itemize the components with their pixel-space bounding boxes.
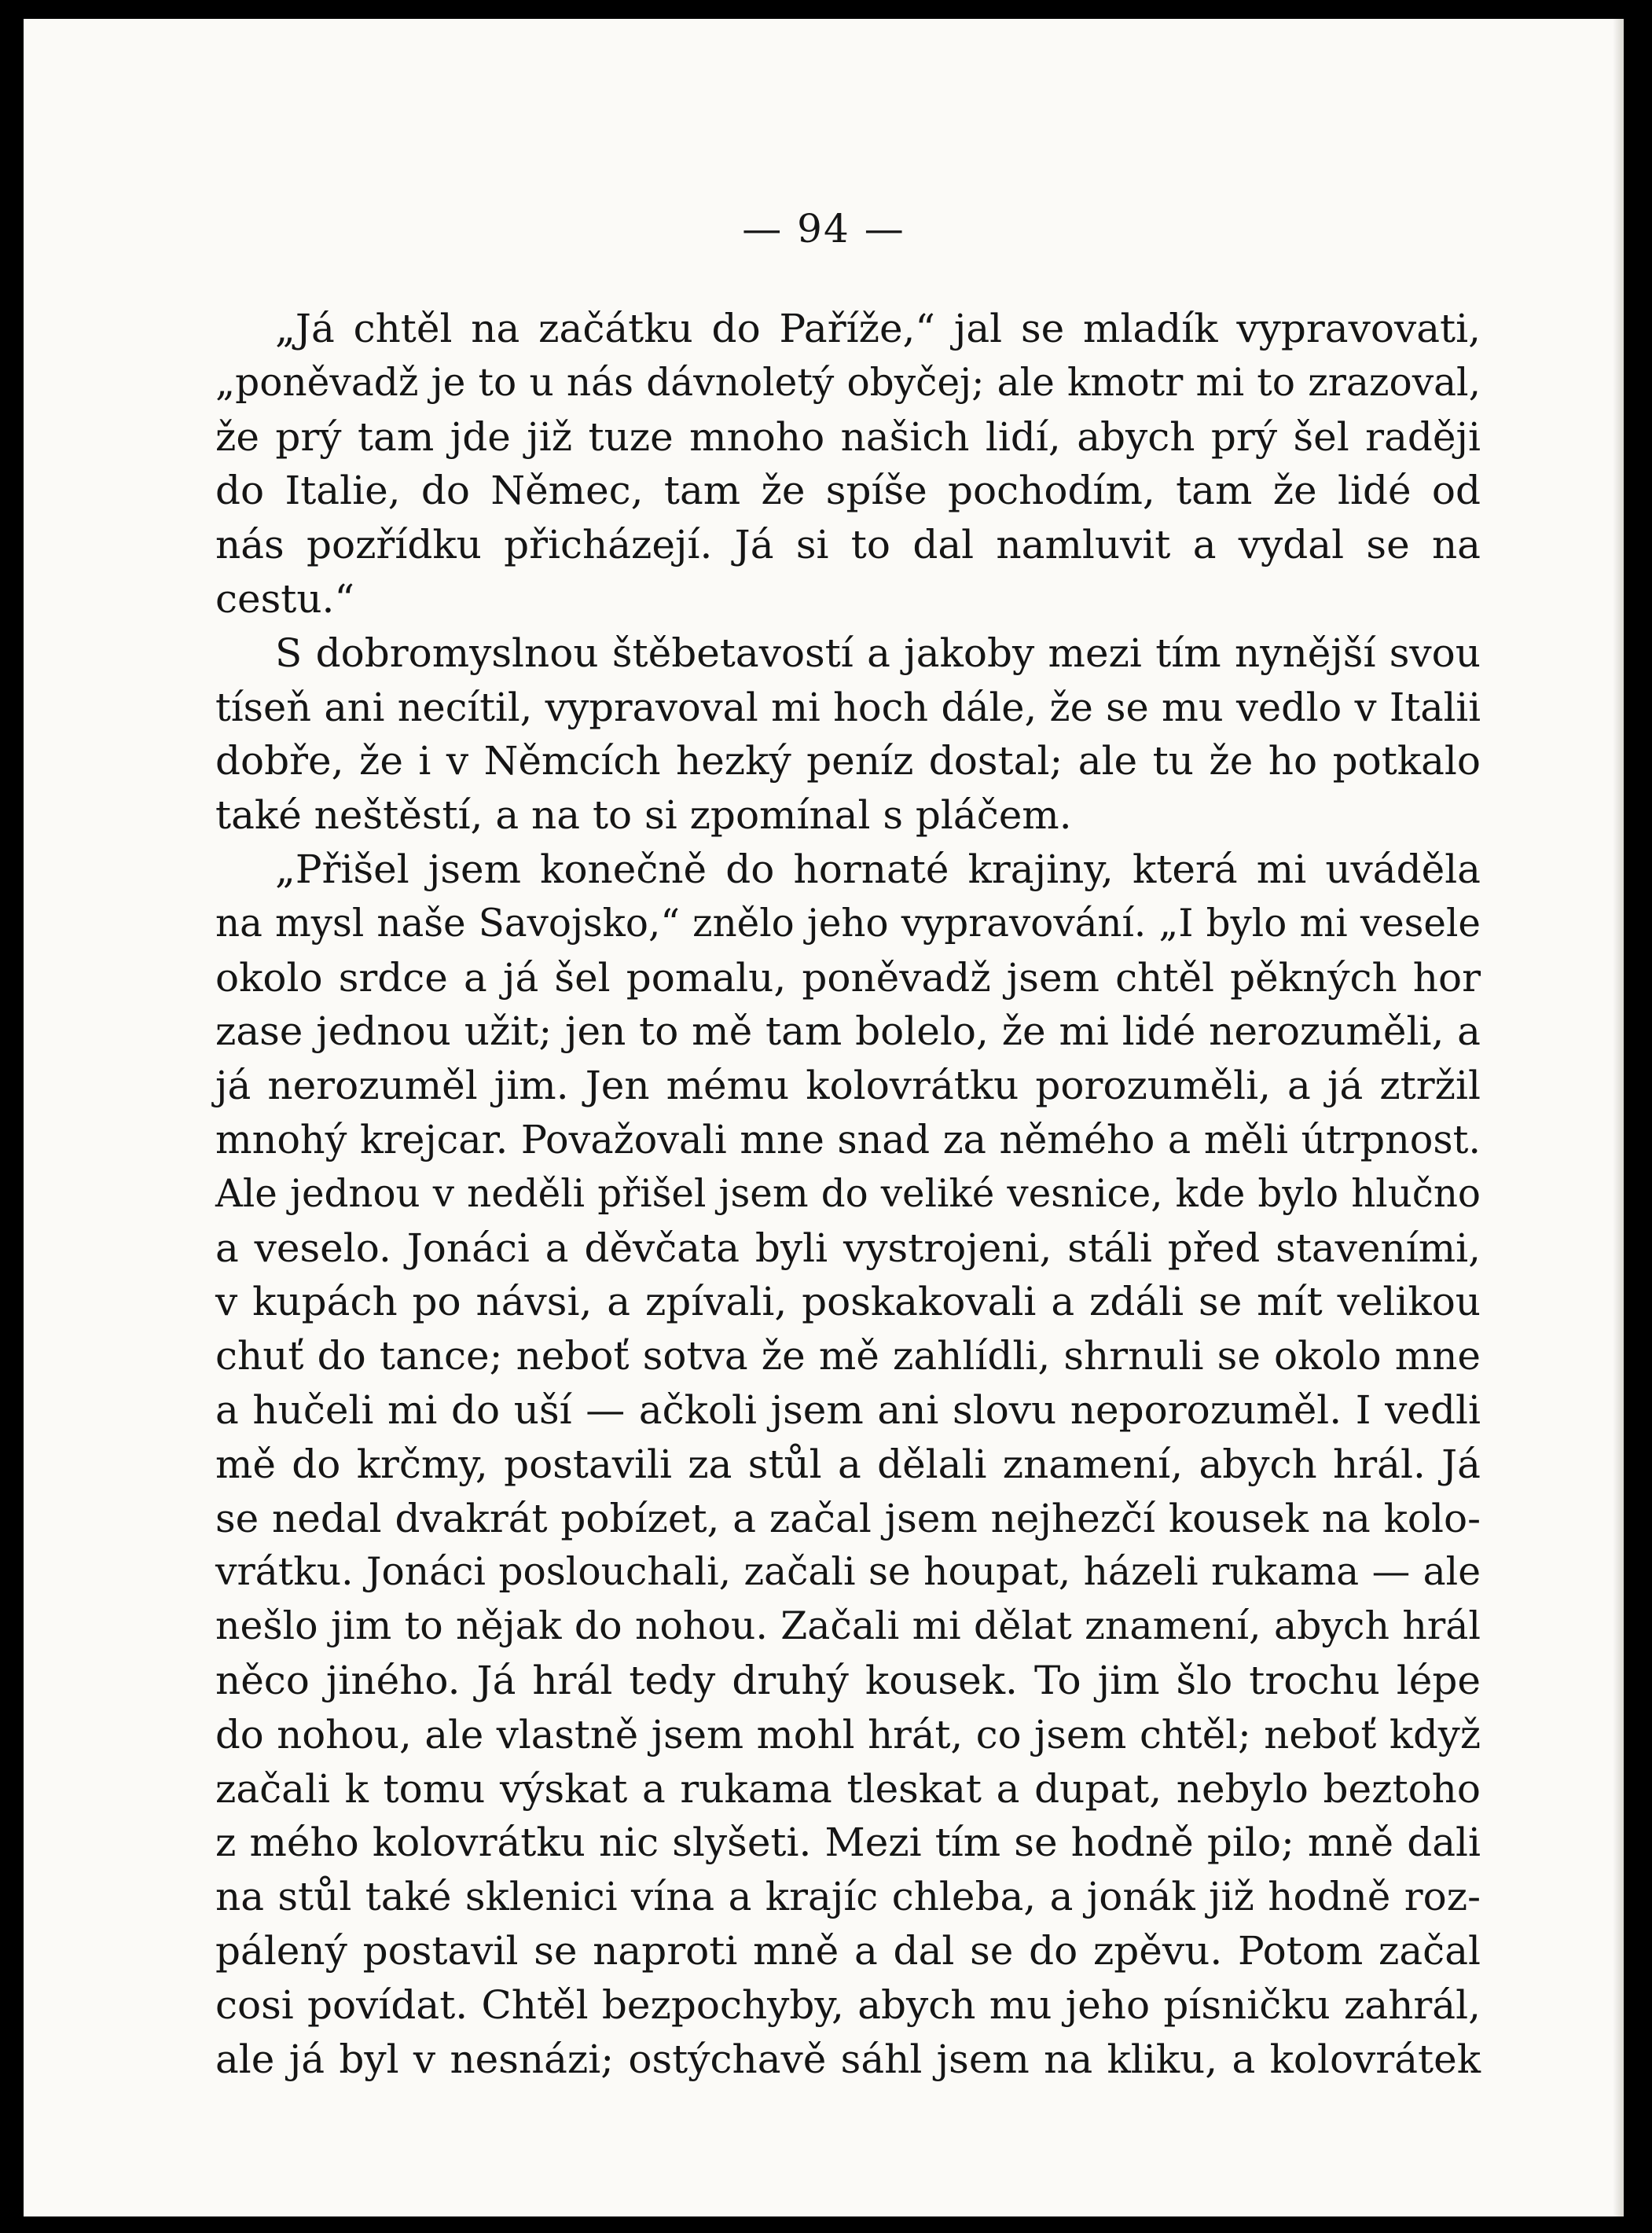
text-line: nás pozřídku přicházejí. Já si to dal namluvit a vydal se na — [215, 522, 1481, 568]
text-line: v kupách po návsi, a zpívali, poskakovali a zdáli se mít velikou — [215, 1279, 1481, 1325]
text-line: do nohou, ale vlastně jsem mohl hrát, co jsem chtěl; neboť když — [215, 1711, 1481, 1757]
page-edge-shadow — [1613, 19, 1624, 2216]
text-line: chuť do tance; neboť sotva že mě zahlídli, shrnuli se okolo mne — [215, 1333, 1481, 1379]
text-line: tíseň ani necítil, vypravoval mi hoch dále, že se mu vedlo v Italii — [215, 684, 1481, 730]
text-line: cosi povídat. Chtěl bezpochyby, abych mu jeho písničku zahrál, — [215, 1981, 1481, 2028]
text-line: z mého kolovrátku nic slyšeti. Mezi tím se hodně pilo; mně dali — [215, 1820, 1481, 1866]
text-line: „Přišel jsem konečně do hornaté krajiny, která mi uváděla — [275, 846, 1481, 892]
book-page — [24, 19, 1624, 2216]
text-line: cestu.“ — [215, 575, 355, 622]
text-line: také neštěstí, a na to si zpomínal s pláčem. — [215, 792, 1072, 839]
text-line: zase jednou užit; jen to mě tam bolelo, že mi lidé nerozuměli, a — [215, 1008, 1481, 1055]
page-number: — 94 — — [742, 206, 905, 252]
text-line: „Já chtěl na začátku do Paříže,“ jal se mladík vypravovati, — [275, 306, 1481, 351]
text-line: a hučeli mi do uší — ačkoli jsem ani slovu neporozuměl. I vedli — [215, 1386, 1481, 1433]
text-line: S dobromyslnou štěbetavostí a jakoby mezi tím nynější svou — [275, 630, 1481, 676]
text-line: já nerozuměl jim. Jen mému kolovrátku porozuměli, a já ztržil — [215, 1063, 1481, 1109]
text-line: že prý tam jde již tuze mnoho našich lidí, abych prý šel raději — [215, 413, 1481, 460]
text-line: na stůl také sklenici vína a krajíc chleba, a jonák již hodně roz- — [215, 1874, 1481, 1920]
text-line: začali k tomu výskat a rukama tleskat a dupat, nebylo beztoho — [215, 1765, 1481, 1812]
text-line: „poněvadž je to u nás dávnoletý obyčej; ale kmotr mi to zrazoval, — [215, 360, 1481, 405]
text-line: mnohý krejcar. Považovali mne snad za němého a měli útrpnost. — [215, 1116, 1481, 1162]
text-line: nešlo jim to nějak do nohou. Začali mi dělat znamení, abych hrál — [215, 1603, 1481, 1649]
text-line: a veselo. Jonáci a děvčata byli vystrojeni, stáli před staveními, — [215, 1225, 1481, 1271]
text-line: ale já byl v nesnázi; ostýchavě sáhl jsem na kliku, a kolovrátek — [215, 2036, 1481, 2082]
text-line: pálený postavil se naproti mně a dal se do zpěvu. Potom začal — [215, 1927, 1481, 1974]
text-line: vrátku. Jonáci poslouchali, začali se houpat, házeli rukama — ale — [215, 1550, 1481, 1595]
text-line: do Italie, do Němec, tam že spíše pochodím, tam že lidé od — [215, 468, 1481, 514]
text-line: Ale jednou v neděli přišel jsem do veliké vesnice, kde bylo hlučno — [215, 1171, 1481, 1216]
text-line: na mysl naše Savojsko,“ znělo jeho vypravování. „I bylo mi vesele — [215, 901, 1481, 946]
text-line: mě do krčmy, postavili za stůl a dělali znamení, abych hrál. Já — [215, 1441, 1481, 1487]
body-text — [215, 302, 1481, 2086]
text-line: něco jiného. Já hrál tedy druhý kousek. To jim šlo trochu lépe — [215, 1657, 1481, 1703]
text-line: okolo srdce a já šel pomalu, poněvadž jsem chtěl pěkných hor — [215, 954, 1481, 1001]
text-line: dobře, že i v Němcích hezký peníz dostal; ale tu že ho potkalo — [215, 738, 1481, 784]
text-line: se nedal dvakrát pobízet, a začal jsem nejhezčí kousek na kolo- — [215, 1495, 1481, 1541]
